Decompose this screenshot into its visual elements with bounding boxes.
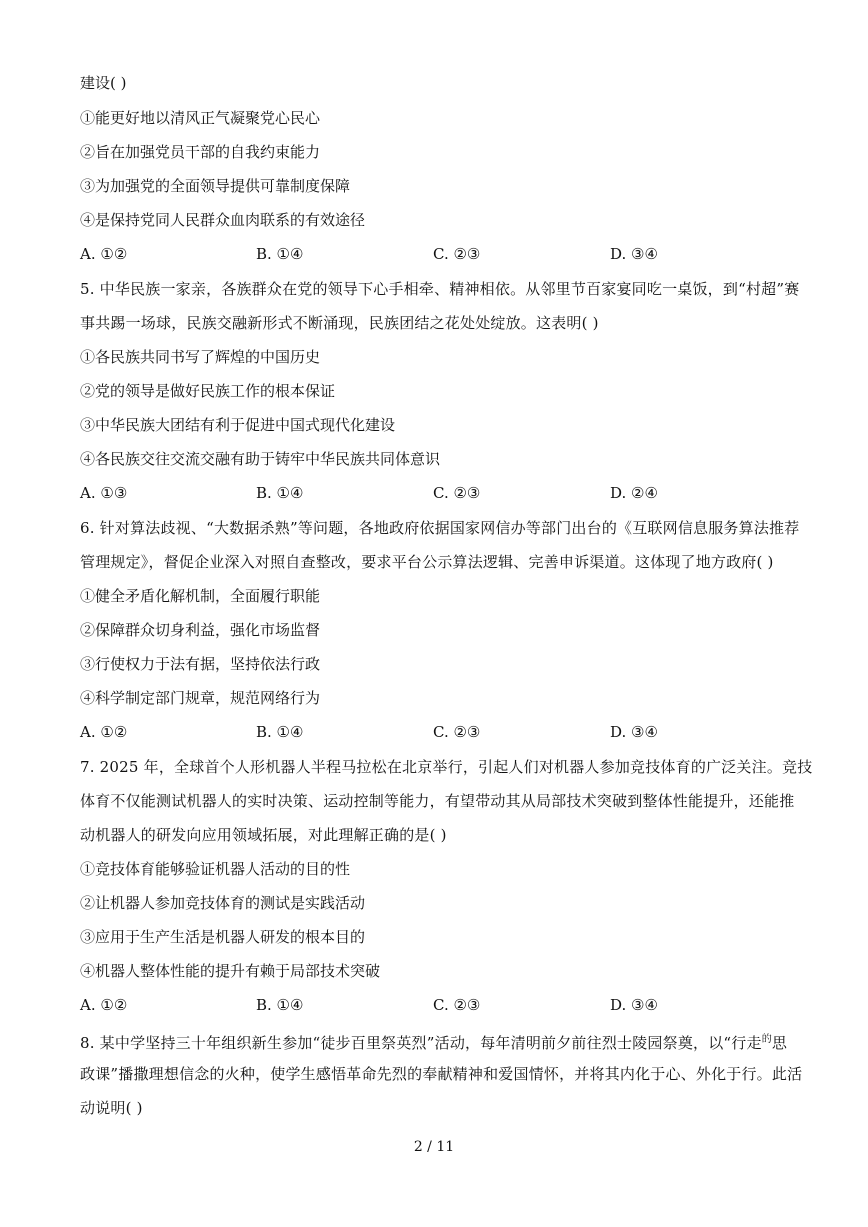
q6-option-b: B. ①④ <box>256 723 304 741</box>
q4-option-b: B. ①④ <box>256 245 304 263</box>
q6-stem-line-1: 6. 针对算法歧视、“大数据杀熟”等问题，各地政府依据国家网信办等部门出台的《互联网信息服务算法推荐 <box>80 519 800 537</box>
q5-option-b: B. ①④ <box>256 484 304 502</box>
q7-option-a: A. ①② <box>80 996 128 1014</box>
q7-options <box>80 995 800 1015</box>
q8-stem-line-1 <box>80 1030 808 1053</box>
q7-stem-line-1: 7. 2025 年，全球首个人形机器人半程马拉松在北京举行，引起人们对机器人参加竞技体育的广泛关注。竞技 <box>80 758 813 776</box>
q7-item-3: ③应用于生产生活是机器人研发的根本目的 <box>80 928 366 946</box>
q4-item-3: ③为加强党的全面领导提供可靠制度保障 <box>80 177 351 195</box>
q4-option-a: A. ①② <box>80 245 128 263</box>
q8-stem-line-3: 动说明( ) <box>80 1099 143 1117</box>
q6-option-d: D. ③④ <box>610 723 658 741</box>
q4-item-4: ④是保持党同人民群众血肉联系的有效途径 <box>80 211 366 229</box>
q7-stem-line-3: 动机器人的研发向应用领域拓展，对此理解正确的是( ) <box>80 826 447 844</box>
q7-option-c: C. ②③ <box>433 996 481 1014</box>
q7-item-2: ②让机器人参加竞技体育的测试是实践活动 <box>80 894 366 912</box>
q8-stem-line-1-main: 8. 某中学坚持三十年组织新生参加“徒步百里祭英烈”活动，每年清明前夕前往烈士陵园祭奠，以“行走 <box>80 1034 762 1052</box>
q6-item-3: ③行使权力于法有据，坚持依法行政 <box>80 655 321 673</box>
q7-item-1: ①竞技体育能够验证机器人活动的目的性 <box>80 860 351 878</box>
q5-option-c: C. ②③ <box>433 484 481 502</box>
q4-options <box>80 244 800 264</box>
q5-stem-line-2: 事共踢一场球，民族交融新形式不断涌现，民族团结之花处处绽放。这表明( ) <box>80 314 599 332</box>
q7-stem-line-2: 体育不仅能测试机器人的实时决策、运动控制等能力，有望带动其从局部技术突破到整体性能提升，还能推 <box>80 792 795 810</box>
q4-stem-end: 建设( ) <box>80 74 127 92</box>
q6-option-c: C. ②③ <box>433 723 481 741</box>
q6-options <box>80 722 800 742</box>
q6-item-2: ②保障群众切身利益，强化市场监督 <box>80 621 321 639</box>
q7-option-d: D. ③④ <box>610 996 658 1014</box>
q4-item-2: ②旨在加强党员干部的自我约束能力 <box>80 143 321 161</box>
q8-stem-line-2: 政课”播撒理想信念的火种，使学生感悟革命先烈的奉献精神和爱国情怀，并将其内化于心、外化于行。此活 <box>80 1065 803 1083</box>
q4-item-1: ①能更好地以清风正气凝聚党心民心 <box>80 109 321 127</box>
q8-stem-line-1-superscript: 的 <box>761 1034 772 1045</box>
q7-item-4: ④机器人整体性能的提升有赖于局部技术突破 <box>80 962 381 980</box>
q5-item-4: ④各民族交往交流交融有助于铸牢中华民族共同体意识 <box>80 450 441 468</box>
q5-item-3: ③中华民族大团结有利于促进中国式现代化建设 <box>80 416 396 434</box>
q6-item-4: ④科学制定部门规章，规范网络行为 <box>80 689 321 707</box>
q6-option-a: A. ①② <box>80 723 128 741</box>
q6-stem-line-2: 管理规定》，督促企业深入对照自查整改，要求平台公示算法逻辑、完善申诉渠道。这体现了地方政府( ) <box>80 553 774 571</box>
q5-option-a: A. ①③ <box>80 484 128 502</box>
q7-option-b: B. ①④ <box>256 996 304 1014</box>
q5-item-1: ①各民族共同书写了辉煌的中国历史 <box>80 348 321 366</box>
q5-options <box>80 483 800 503</box>
q5-stem-line-1: 5. 中华民族一家亲，各族群众在党的领导下心手相牵、精神相依。从邻里节百家宴同吃一桌饭，到“村超”赛 <box>80 280 800 298</box>
page-number: 2 / 11 <box>413 1139 455 1155</box>
q5-item-2: ②党的领导是做好民族工作的根本保证 <box>80 382 336 400</box>
q4-option-d: D. ③④ <box>610 245 658 263</box>
q4-option-c: C. ②③ <box>433 245 481 263</box>
q6-item-1: ①健全矛盾化解机制，全面履行职能 <box>80 587 321 605</box>
q8-stem-line-1-end: 思 <box>771 1034 788 1052</box>
q5-option-d: D. ②④ <box>610 484 658 502</box>
